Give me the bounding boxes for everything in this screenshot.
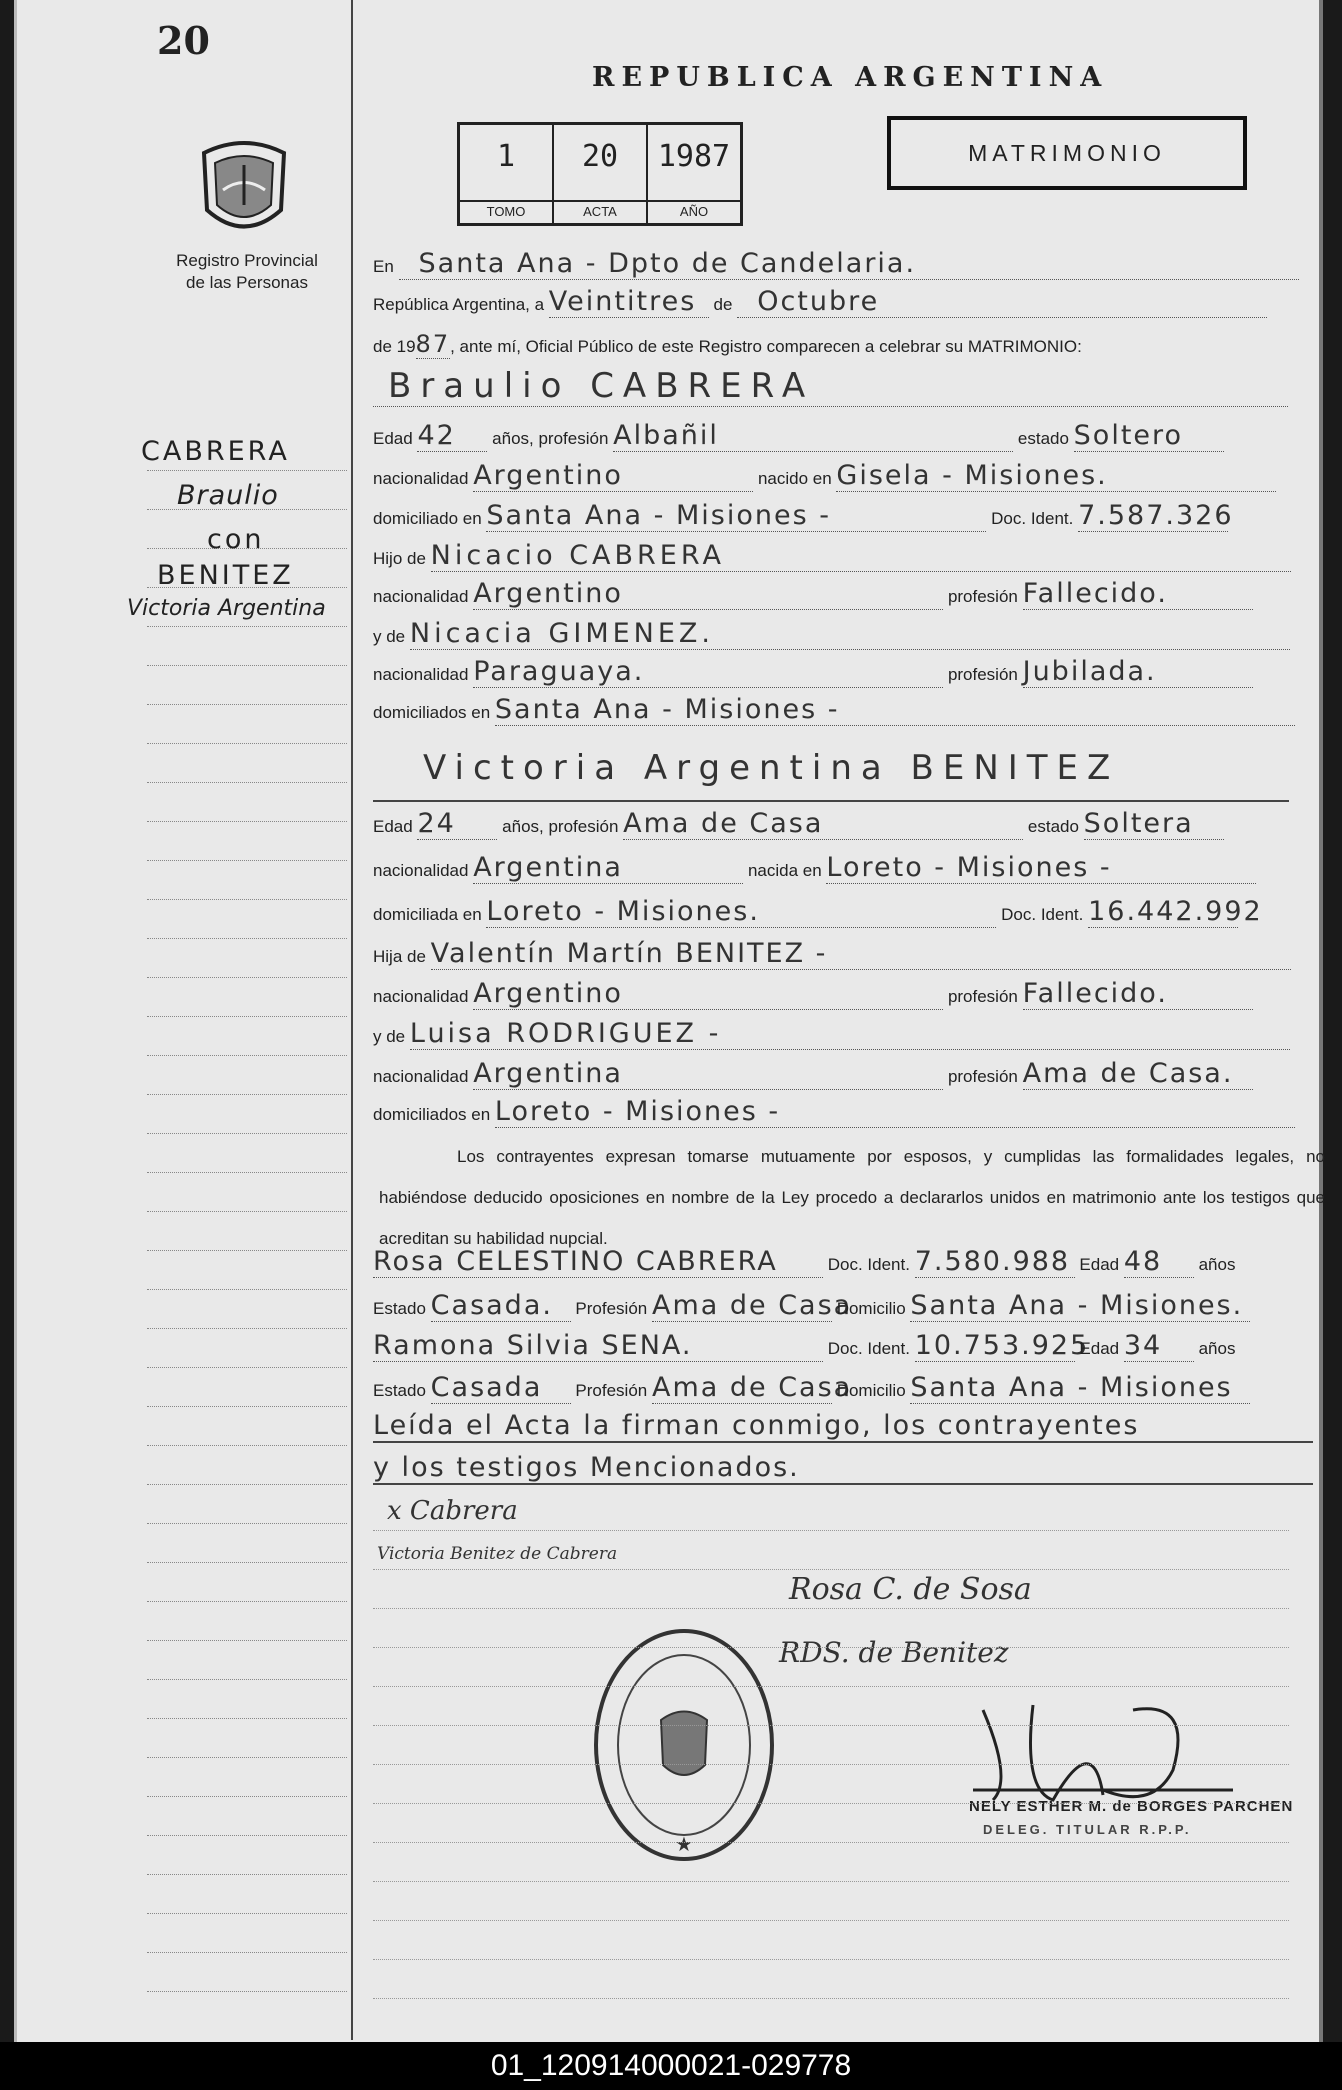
ano-value: 1987 (657, 139, 731, 174)
witness-1-domicile: Santa Ana - Misiones. (910, 1290, 1250, 1322)
ruled-line (147, 1406, 347, 1407)
de-label: de (713, 295, 733, 314)
official-signature-icon (953, 1690, 1243, 1810)
ruled-line (373, 1881, 1289, 1882)
closing-line-2 (373, 1452, 1289, 1485)
groom-age: 42 (417, 420, 487, 452)
groom-father-nat-row (373, 578, 1289, 610)
madre-label: y de (373, 1027, 406, 1046)
prof-label: profesión (947, 1067, 1018, 1086)
groom-nationality-row (373, 460, 1289, 492)
witness-1-doc: 7.580.988 (915, 1246, 1075, 1278)
rep-label: República Argentina, a (373, 295, 545, 314)
margin-note-line: BENITEZ (157, 560, 294, 591)
ruled-line (373, 1569, 1289, 1570)
groom-parents-dom-row (373, 694, 1289, 726)
ruled-line (147, 1445, 347, 1446)
ruled-line (147, 1913, 347, 1914)
nac-label: nacionalidad (373, 1067, 469, 1086)
groom-father-nationality: Argentino (473, 578, 943, 610)
bride-signature: Victoria Benitez de Cabrera (377, 1544, 618, 1564)
ruled-line (147, 1718, 347, 1719)
ruled-line (147, 1523, 347, 1524)
witness-2-domicile: Santa Ana - Misiones (910, 1372, 1250, 1404)
ruled-line (147, 1835, 347, 1836)
ruled-line (147, 938, 347, 939)
ruled-line (147, 977, 347, 978)
nac-label: nacionalidad (373, 587, 469, 606)
bride-status: Soltera (1084, 808, 1224, 840)
witness-2-row (373, 1330, 1289, 1362)
place-value: Santa Ana - Dpto de Candelaria. (399, 248, 1299, 280)
year-suffix: 87 (415, 330, 451, 358)
groom-father: Nicacio CABRERA (431, 540, 1291, 572)
country-title: REPUBLICA ARGENTINA (592, 62, 1109, 93)
ruled-line (373, 1998, 1289, 1999)
record-type-box (887, 116, 1247, 190)
ruled-line (373, 1725, 1289, 1726)
w-dom-label: Domicilio (836, 1299, 906, 1318)
w-doc-label: Doc. Ident. (827, 1255, 910, 1274)
w-anos-label: años (1198, 1255, 1236, 1274)
witness-2-status: Casada (431, 1372, 571, 1404)
ruled-line (147, 1133, 347, 1134)
place-row (373, 248, 1289, 280)
witness-2-signature: RDS. de Benitez (779, 1636, 1009, 1669)
ruled-line (147, 1289, 347, 1290)
closing-text-2: y los testigos Mencionados. (373, 1452, 1313, 1485)
tomo-value: 1 (496, 139, 516, 174)
prof-label: profesión (947, 587, 1018, 606)
nac-label: nacionalidad (373, 861, 469, 880)
ano-cell (648, 125, 740, 223)
ruled-line (147, 1874, 347, 1875)
bride-mother-nat-row (373, 1058, 1289, 1090)
acta-label: ACTA (554, 200, 646, 219)
w-estado-label: Estado (373, 1381, 426, 1400)
en-label: En (373, 257, 394, 276)
w-edad-label: Edad (1079, 1255, 1120, 1274)
nac-label: nacionalidad (373, 469, 469, 488)
bride-mother: Luisa RODRIGUEZ - (410, 1018, 1290, 1050)
w-prof-label: Profesión (575, 1299, 648, 1318)
date-row (373, 286, 1289, 318)
bride-nationality: Argentina (473, 852, 743, 884)
bride-domicile-row (373, 896, 1289, 928)
ruled-line (147, 704, 347, 705)
groom-birthplace: Gisela - Misiones. (836, 460, 1276, 492)
ruled-line (373, 1764, 1289, 1765)
anos-label: años, profesión (502, 817, 619, 836)
doms-label: domiciliados en (373, 703, 491, 722)
estado-label: estado (1017, 429, 1069, 448)
padre-label: Hija de (373, 947, 426, 966)
groom-profession: Albañil (613, 420, 1013, 452)
w-edad-label: Edad (1079, 1339, 1120, 1358)
edad-label: Edad (373, 429, 413, 448)
witness-2-profession: Ama de Casa (651, 1372, 853, 1403)
estado-label: estado (1027, 817, 1079, 836)
ruled-line (373, 1647, 1289, 1648)
intro-row (373, 330, 1289, 359)
anos-label: años, profesión (492, 429, 609, 448)
ruled-line (147, 665, 347, 666)
ruled-line (147, 1328, 347, 1329)
registry-label (157, 250, 337, 294)
ruled-line (147, 782, 347, 783)
witness-1-age: 48 (1124, 1246, 1194, 1278)
witness-2-age: 34 (1124, 1330, 1194, 1362)
groom-mother-nationality: Paraguaya. (473, 656, 943, 688)
groom-signature: x Cabrera (387, 1496, 518, 1526)
groom-mother-row (373, 618, 1289, 650)
groom-mother: Nicacia GIMENEZ. (410, 618, 1290, 650)
ruled-line (147, 1796, 347, 1797)
padre-label: Hijo de (373, 549, 426, 568)
document-page (14, 0, 1323, 2042)
ruled-line (147, 1757, 347, 1758)
registry-line1: Registro Provincial (176, 251, 318, 270)
bride-father-profession: Fallecido. (1023, 978, 1253, 1010)
bride-profession: Ama de Casa (623, 808, 1023, 840)
closing-text-1: Leída el Acta la firman conmigo, los contrayentes (373, 1410, 1313, 1443)
witness-2-details-row (373, 1372, 1289, 1404)
bride-name-row (373, 748, 1289, 788)
ruled-line (147, 1952, 347, 1953)
ano-label: AÑO (648, 200, 740, 219)
svg-text:★: ★ (675, 1832, 693, 1856)
bride-parents-domicile: Loreto - Misiones - (495, 1096, 1295, 1128)
ruled-line (373, 1803, 1289, 1804)
margin-note-line: con (207, 524, 265, 555)
ruled-line (147, 1094, 347, 1095)
edad-label: Edad (373, 817, 413, 836)
ruled-line (373, 1842, 1289, 1843)
ruled-line (147, 1055, 347, 1056)
ruled-line (147, 626, 347, 627)
w-doc-label: Doc. Ident. (827, 1339, 910, 1358)
bride-doc: 16.442.992 (1088, 896, 1263, 927)
ruled-line (147, 1016, 347, 1017)
ruled-line (147, 1211, 347, 1212)
ruled-line (373, 1920, 1289, 1921)
ruled-line (147, 1562, 347, 1563)
official-title: DELEG. TITULAR R.P.P. (983, 1822, 1192, 1837)
bride-mother-profession: Ama de Casa. (1023, 1058, 1253, 1090)
doc-label: Doc. Ident. (991, 509, 1074, 528)
year-prefix: de 19 (373, 337, 416, 356)
w-prof-label: Profesión (575, 1381, 648, 1400)
w-dom-label: Domicilio (836, 1381, 906, 1400)
registry-stamp-icon (591, 1625, 777, 1865)
dom-label: domiciliada en (373, 905, 482, 924)
declaration-text: Los contrayentes expresan tomarse mutuamente por esposos, y cumplidas las formalidades legales, no habiéndose deducido oposiciones en nombre de la Ley procedo a declararlos unidos en matrimonio ante los testigos que acreditan su habilidad nupcial. (379, 1147, 1325, 1248)
witness-1-status: Casada. (431, 1290, 571, 1322)
groom-name: Braulio CABRERA (373, 366, 1288, 407)
bride-name: Victoria Argentina BENITEZ (423, 748, 1120, 788)
bride-mother-row (373, 1018, 1289, 1050)
margin-divider (351, 0, 353, 2040)
margin-note-line: Victoria Argentina (127, 596, 326, 621)
ruled-line (147, 1172, 347, 1173)
bride-age-row (373, 808, 1289, 840)
madre-label: y de (373, 627, 406, 646)
nacida-label: nacida en (747, 861, 822, 880)
groom-mother-profession: Jubilada. (1023, 656, 1253, 688)
groom-domicile-row (373, 500, 1289, 532)
page-number: 20 (157, 18, 210, 63)
tomo-cell (460, 125, 554, 223)
ruled-line (147, 821, 347, 822)
ruled-line (147, 1640, 347, 1641)
doms-label: domiciliados en (373, 1105, 491, 1124)
witness-1-profession: Ama de Casa (651, 1290, 853, 1321)
bride-parents-dom-row (373, 1096, 1289, 1128)
ruled-line (147, 1601, 347, 1602)
bride-birthplace: Loreto - Misiones - (826, 852, 1256, 884)
ruled-line (147, 1484, 347, 1485)
bride-father: Valentín Martín BENITEZ - (431, 938, 1291, 970)
doc-label: Doc. Ident. (1001, 905, 1084, 924)
official-name: NELY ESTHER M. de BORGES PARCHEN (969, 1798, 1294, 1815)
witness-2-name: Ramona Silvia SENA. (373, 1330, 823, 1362)
groom-nationality: Argentino (473, 460, 753, 492)
ruled-line (147, 743, 347, 744)
closing-line-1 (373, 1410, 1289, 1443)
record-type: MATRIMONIO (968, 140, 1166, 166)
bride-father-nationality: Argentino (473, 978, 943, 1010)
witness-2-doc: 10.753.925 (914, 1330, 1090, 1361)
ruled-line (147, 1367, 347, 1368)
ruled-line (147, 1679, 347, 1680)
ruled-line (147, 860, 347, 861)
acta-cell (554, 125, 648, 223)
witness-1-row (373, 1246, 1289, 1278)
groom-name-row (373, 366, 1289, 407)
tomo-label: TOMO (460, 200, 552, 219)
bride-domicile: Loreto - Misiones. (486, 896, 996, 928)
groom-doc: 7.587.326 (1078, 500, 1234, 531)
groom-domicile: Santa Ana - Misiones - (486, 500, 986, 532)
dom-label: domiciliado en (373, 509, 482, 528)
nac-label: nacionalidad (373, 665, 469, 684)
ruled-line (147, 899, 347, 900)
day-value: Veintitres (549, 286, 709, 318)
month-value: Octubre (737, 286, 1267, 318)
w-anos-label: años (1198, 1339, 1236, 1358)
prof-label: profesión (947, 665, 1018, 684)
nac-label: nacionalidad (373, 987, 469, 1006)
registry-line2: de las Personas (186, 273, 308, 292)
w-estado-label: Estado (373, 1299, 426, 1318)
bride-father-nat-row (373, 978, 1289, 1010)
groom-parents-domicile: Santa Ana - Misiones - (495, 694, 1295, 726)
bride-mother-nationality: Argentina (473, 1058, 943, 1090)
ruled-line (373, 1608, 1289, 1609)
ruled-line (373, 1530, 1289, 1531)
section-divider (373, 800, 1289, 802)
groom-status: Soltero (1074, 420, 1224, 452)
bride-father-row (373, 938, 1289, 970)
intro-text: , ante mí, Oficial Público de este Registro comparecen a celebrar su MATRIMONIO: (450, 337, 1082, 356)
acta-value: 20 (581, 139, 619, 174)
groom-mother-nat-row (373, 656, 1289, 688)
bride-age: 24 (417, 808, 497, 840)
witness-1-details-row (373, 1290, 1289, 1322)
ruled-line (373, 1959, 1289, 1960)
prof-label: profesión (947, 987, 1018, 1006)
reference-box (457, 122, 743, 226)
margin-note-line: Braulio (177, 480, 279, 511)
groom-father-profession: Fallecido. (1023, 578, 1253, 610)
ruled-line (147, 1250, 347, 1251)
ruled-line (147, 1991, 347, 1992)
groom-father-row (373, 540, 1289, 572)
document-id-footer: 01_120914000021-029778 (0, 2042, 1342, 2090)
misiones-seal-icon (189, 135, 299, 245)
groom-age-row (373, 420, 1289, 452)
ruled-line (147, 470, 347, 471)
bride-nationality-row (373, 852, 1289, 884)
nacido-label: nacido en (757, 469, 832, 488)
witness-1-name: Rosa CELESTINO CABRERA (373, 1246, 823, 1278)
witness-1-signature: Rosa C. de Sosa (789, 1572, 1032, 1607)
ruled-line (373, 1686, 1289, 1687)
margin-note-line: CABRERA (141, 436, 290, 467)
